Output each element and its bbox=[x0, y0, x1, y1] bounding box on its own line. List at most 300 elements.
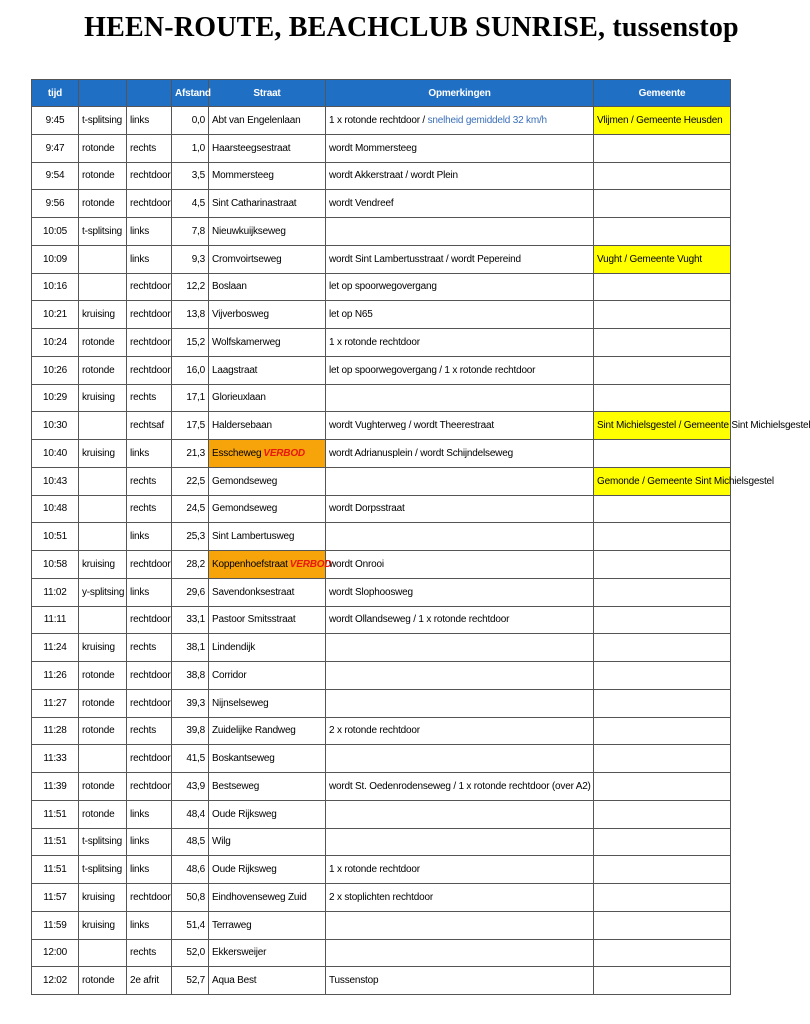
cell-straat bbox=[209, 939, 326, 967]
cell-gemeente: Vlijmen / Gemeente Heusden bbox=[594, 107, 731, 135]
cell-richting: links bbox=[127, 523, 172, 551]
cell-tijd: 10:48 bbox=[32, 495, 79, 523]
cell-opmerkingen bbox=[326, 773, 594, 801]
cell-afstand: 29,6 bbox=[172, 578, 209, 606]
cell-straat bbox=[209, 800, 326, 828]
cell-type: kruising bbox=[79, 440, 127, 468]
street-name: Glorieuxlaan bbox=[212, 392, 266, 404]
table-row bbox=[32, 689, 731, 717]
street-name: Nijnselseweg bbox=[212, 697, 269, 709]
cell-gemeente bbox=[594, 745, 731, 773]
cell-richting: links bbox=[127, 107, 172, 135]
cell-richting: rechtdoor bbox=[127, 773, 172, 801]
cell-richting: rechtdoor bbox=[127, 301, 172, 329]
cell-tijd: 10:51 bbox=[32, 523, 79, 551]
street-name: Esscheweg bbox=[212, 447, 262, 459]
cell-straat bbox=[209, 828, 326, 856]
street-name: Haldersebaan bbox=[212, 420, 272, 432]
cell-richting: links bbox=[127, 800, 172, 828]
cell-straat bbox=[209, 107, 326, 135]
cell-gemeente: Gemonde / Gemeente Sint Michielsgestel bbox=[594, 467, 731, 495]
cell-opmerkingen bbox=[326, 800, 594, 828]
cell-type bbox=[79, 467, 127, 495]
street-name: Aqua Best bbox=[212, 975, 257, 987]
cell-type: kruising bbox=[79, 911, 127, 939]
cell-tijd: 11:28 bbox=[32, 717, 79, 745]
cell-opmerkingen bbox=[326, 190, 594, 218]
table-row bbox=[32, 218, 731, 246]
header-richting bbox=[127, 80, 172, 107]
route-table-body bbox=[32, 107, 810, 995]
table-row bbox=[32, 800, 731, 828]
cell-gemeente bbox=[594, 800, 731, 828]
cell-opmerkingen bbox=[326, 495, 594, 523]
cell-richting: rechtdoor bbox=[127, 329, 172, 357]
cell-opmerkingen bbox=[326, 745, 594, 773]
cell-opmerkingen bbox=[326, 467, 594, 495]
cell-opmerkingen bbox=[326, 356, 594, 384]
cell-opmerkingen bbox=[326, 689, 594, 717]
cell-richting: links bbox=[127, 856, 172, 884]
cell-gemeente bbox=[594, 606, 731, 634]
cell-straat bbox=[209, 884, 326, 912]
cell-opmerkingen bbox=[326, 218, 594, 246]
cell-richting: rechtdoor bbox=[127, 689, 172, 717]
cell-afstand: 48,4 bbox=[172, 800, 209, 828]
cell-straat bbox=[209, 634, 326, 662]
cell-richting: rechtdoor bbox=[127, 356, 172, 384]
cell-gemeente bbox=[594, 134, 731, 162]
cell-afstand: 33,1 bbox=[172, 606, 209, 634]
street-name: Ekkersweijer bbox=[212, 947, 267, 959]
table-row bbox=[32, 967, 731, 995]
cell-afstand: 16,0 bbox=[172, 356, 209, 384]
street-name: Cromvoirtseweg bbox=[212, 253, 282, 265]
cell-straat bbox=[209, 773, 326, 801]
cell-type: rotonde bbox=[79, 134, 127, 162]
cell-tijd: 9:54 bbox=[32, 162, 79, 190]
street-name: Bestseweg bbox=[212, 780, 260, 792]
cell-straat bbox=[209, 662, 326, 690]
cell-straat bbox=[209, 967, 326, 995]
cell-gemeente bbox=[594, 273, 731, 301]
cell-afstand: 38,8 bbox=[172, 662, 209, 690]
cell-opmerkingen bbox=[326, 273, 594, 301]
cell-afstand: 43,9 bbox=[172, 773, 209, 801]
cell-gemeente: Vught / Gemeente Vught bbox=[594, 245, 731, 273]
street-name: Corridor bbox=[212, 669, 247, 681]
cell-type: kruising bbox=[79, 301, 127, 329]
remark-text: wordt Dorpsstraat bbox=[329, 503, 405, 515]
cell-richting: rechtdoor bbox=[127, 190, 172, 218]
cell-tijd: 9:45 bbox=[32, 107, 79, 135]
cell-type bbox=[79, 273, 127, 301]
street-name: Mommersteeg bbox=[212, 170, 274, 182]
header-tijd: tijd bbox=[32, 80, 79, 107]
street-name: Wilg bbox=[212, 836, 231, 848]
cell-gemeente bbox=[594, 856, 731, 884]
cell-afstand: 48,5 bbox=[172, 828, 209, 856]
cell-gemeente bbox=[594, 162, 731, 190]
cell-straat bbox=[209, 162, 326, 190]
cell-tijd: 11:51 bbox=[32, 828, 79, 856]
cell-afstand: 52,7 bbox=[172, 967, 209, 995]
cell-straat bbox=[209, 551, 332, 579]
cell-opmerkingen bbox=[326, 162, 594, 190]
cell-gemeente bbox=[594, 356, 731, 384]
cell-richting: rechts bbox=[127, 384, 172, 412]
cell-tijd: 10:58 bbox=[32, 551, 79, 579]
street-name: Sint Lambertusweg bbox=[212, 531, 295, 543]
verbod-label: VERBOD bbox=[289, 558, 332, 570]
street-name: Gemondseweg bbox=[212, 503, 278, 515]
street-name: Oude Rijksweg bbox=[212, 808, 277, 820]
cell-tijd: 11:39 bbox=[32, 773, 79, 801]
street-name: Lindendijk bbox=[212, 642, 256, 654]
cell-richting: links bbox=[127, 578, 172, 606]
cell-richting: rechts bbox=[127, 939, 172, 967]
cell-afstand: 17,1 bbox=[172, 384, 209, 412]
cell-type bbox=[79, 939, 127, 967]
cell-type bbox=[79, 523, 127, 551]
cell-richting: rechtdoor bbox=[127, 273, 172, 301]
street-name: Abt van Engelenlaan bbox=[212, 114, 301, 126]
cell-gemeente bbox=[594, 523, 731, 551]
cell-tijd: 11:51 bbox=[32, 856, 79, 884]
cell-type: rotonde bbox=[79, 190, 127, 218]
remark-text: 1 x rotonde rechtdoor bbox=[329, 864, 420, 876]
cell-richting: rechtdoor bbox=[127, 884, 172, 912]
cell-gemeente bbox=[594, 551, 731, 579]
cell-opmerkingen bbox=[326, 967, 594, 995]
street-name: Laagstraat bbox=[212, 364, 258, 376]
cell-gemeente bbox=[594, 440, 731, 468]
cell-type: rotonde bbox=[79, 329, 127, 357]
table-row bbox=[32, 884, 731, 912]
header-opmerkingen: Opmerkingen bbox=[326, 80, 594, 107]
table-row bbox=[32, 745, 731, 773]
remark-text: wordt Ollandseweg / 1 x rotonde rechtdoor bbox=[329, 614, 510, 626]
cell-richting: links bbox=[127, 245, 172, 273]
cell-richting: rechts bbox=[127, 134, 172, 162]
cell-type: t-splitsing bbox=[79, 218, 127, 246]
header-gemeente: Gemeente bbox=[594, 80, 731, 107]
table-row bbox=[32, 273, 731, 301]
cell-type bbox=[79, 412, 127, 440]
cell-opmerkingen bbox=[326, 717, 594, 745]
cell-afstand: 3,5 bbox=[172, 162, 209, 190]
cell-tijd: 11:02 bbox=[32, 578, 79, 606]
street-name: Savendonksestraat bbox=[212, 586, 295, 598]
cell-opmerkingen bbox=[326, 884, 594, 912]
cell-gemeente: Sint Michielsgestel / Gemeente Sint Michielsgestel bbox=[594, 412, 731, 440]
header-straat: Straat bbox=[209, 80, 326, 107]
cell-straat bbox=[209, 578, 326, 606]
cell-afstand: 48,6 bbox=[172, 856, 209, 884]
cell-straat bbox=[209, 467, 326, 495]
cell-gemeente bbox=[594, 329, 731, 357]
cell-opmerkingen bbox=[326, 412, 594, 440]
cell-straat bbox=[209, 245, 326, 273]
cell-richting: rechts bbox=[127, 467, 172, 495]
cell-richting: rechtdoor bbox=[127, 606, 172, 634]
cell-richting: links bbox=[127, 440, 172, 468]
remark-text: Tussenstop bbox=[329, 975, 379, 987]
street-name: Boslaan bbox=[212, 281, 247, 293]
table-row bbox=[32, 245, 731, 273]
cell-richting: links bbox=[127, 218, 172, 246]
cell-opmerkingen bbox=[326, 107, 594, 135]
table-row bbox=[32, 384, 731, 412]
cell-type: rotonde bbox=[79, 773, 127, 801]
cell-type: rotonde bbox=[79, 689, 127, 717]
cell-tijd: 10:24 bbox=[32, 329, 79, 357]
street-name: Oude Rijksweg bbox=[212, 864, 277, 876]
cell-afstand: 9,3 bbox=[172, 245, 209, 273]
cell-opmerkingen bbox=[326, 551, 594, 579]
cell-type: rotonde bbox=[79, 800, 127, 828]
cell-afstand: 13,8 bbox=[172, 301, 209, 329]
cell-tijd: 11:57 bbox=[32, 884, 79, 912]
table-row bbox=[32, 301, 731, 329]
table-header-row bbox=[32, 80, 731, 107]
cell-richting: rechts bbox=[127, 717, 172, 745]
cell-straat bbox=[209, 523, 326, 551]
cell-gemeente bbox=[594, 689, 731, 717]
table-row bbox=[32, 440, 731, 468]
cell-type: rotonde bbox=[79, 717, 127, 745]
table-row bbox=[32, 495, 731, 523]
cell-straat bbox=[209, 134, 326, 162]
document-title: HEEN-ROUTE, BEACHCLUB SUNRISE, tussenstop bbox=[84, 12, 739, 43]
cell-tijd: 12:02 bbox=[32, 967, 79, 995]
cell-gemeente bbox=[594, 717, 731, 745]
table-row bbox=[32, 717, 731, 745]
cell-opmerkingen bbox=[326, 939, 594, 967]
cell-type: rotonde bbox=[79, 356, 127, 384]
cell-richting: rechts bbox=[127, 495, 172, 523]
cell-opmerkingen bbox=[326, 828, 594, 856]
cell-straat bbox=[209, 606, 326, 634]
cell-opmerkingen bbox=[326, 634, 594, 662]
cell-afstand: 39,3 bbox=[172, 689, 209, 717]
cell-straat bbox=[209, 717, 326, 745]
cell-straat bbox=[209, 301, 326, 329]
cell-straat bbox=[209, 745, 326, 773]
table-row bbox=[32, 551, 731, 579]
cell-gemeente bbox=[594, 495, 731, 523]
header-type bbox=[79, 80, 127, 107]
cell-tijd: 9:56 bbox=[32, 190, 79, 218]
street-name: Wolfskamerweg bbox=[212, 336, 281, 348]
table-row bbox=[32, 662, 731, 690]
cell-tijd: 11:33 bbox=[32, 745, 79, 773]
remark-text: 2 x rotonde rechtdoor bbox=[329, 725, 420, 737]
cell-afstand: 52,0 bbox=[172, 939, 209, 967]
table-row bbox=[32, 107, 731, 135]
table-row bbox=[32, 939, 731, 967]
cell-straat bbox=[209, 412, 326, 440]
cell-straat bbox=[209, 856, 326, 884]
street-name: Boskantseweg bbox=[212, 753, 275, 765]
cell-tijd: 10:21 bbox=[32, 301, 79, 329]
cell-opmerkingen bbox=[326, 245, 594, 273]
cell-straat bbox=[209, 440, 326, 468]
remark-text: wordt Vughterweg / wordt Theerestraat bbox=[329, 420, 494, 432]
street-name: Nieuwkuijkseweg bbox=[212, 225, 286, 237]
remark-text: 1 x rotonde rechtdoor / bbox=[329, 114, 428, 126]
street-name: Pastoor Smitsstraat bbox=[212, 614, 296, 626]
cell-opmerkingen bbox=[326, 911, 594, 939]
cell-afstand: 7,8 bbox=[172, 218, 209, 246]
cell-afstand: 50,8 bbox=[172, 884, 209, 912]
cell-tijd: 10:30 bbox=[32, 412, 79, 440]
cell-tijd: 10:29 bbox=[32, 384, 79, 412]
table-row bbox=[32, 828, 731, 856]
cell-straat bbox=[209, 218, 326, 246]
cell-type: t-splitsing bbox=[79, 856, 127, 884]
cell-afstand: 1,0 bbox=[172, 134, 209, 162]
cell-tijd: 11:26 bbox=[32, 662, 79, 690]
cell-gemeente bbox=[594, 662, 731, 690]
cell-afstand: 0,0 bbox=[172, 107, 209, 135]
remark-text: wordt Slophoosweg bbox=[329, 586, 413, 598]
verbod-label: VERBOD bbox=[263, 447, 305, 459]
remark-text: let op spoorwegovergang / 1 x rotonde rechtdoor bbox=[329, 364, 536, 376]
table-row bbox=[32, 412, 731, 440]
street-name: Sint Catharinastraat bbox=[212, 198, 297, 210]
street-name: Zuidelijke Randweg bbox=[212, 725, 296, 737]
cell-tijd: 11:11 bbox=[32, 606, 79, 634]
cell-type: kruising bbox=[79, 551, 127, 579]
cell-straat bbox=[209, 495, 326, 523]
cell-afstand: 17,5 bbox=[172, 412, 209, 440]
cell-afstand: 24,5 bbox=[172, 495, 209, 523]
cell-type: kruising bbox=[79, 884, 127, 912]
cell-straat bbox=[209, 384, 326, 412]
cell-opmerkingen bbox=[326, 301, 594, 329]
cell-afstand: 21,3 bbox=[172, 440, 209, 468]
cell-afstand: 39,8 bbox=[172, 717, 209, 745]
cell-tijd: 10:09 bbox=[32, 245, 79, 273]
cell-opmerkingen bbox=[326, 523, 594, 551]
speed-note: snelheid gemiddeld 32 km/h bbox=[427, 114, 547, 126]
cell-richting: links bbox=[127, 911, 172, 939]
table-row bbox=[32, 162, 731, 190]
table-row bbox=[32, 356, 731, 384]
table-row bbox=[32, 329, 731, 357]
table-row bbox=[32, 606, 731, 634]
cell-richting: rechtdoor bbox=[127, 551, 172, 579]
cell-gemeente bbox=[594, 578, 731, 606]
cell-afstand: 28,2 bbox=[172, 551, 209, 579]
table-row bbox=[32, 190, 731, 218]
header-afstand: Afstand bbox=[172, 80, 209, 107]
cell-type: rotonde bbox=[79, 162, 127, 190]
cell-afstand: 15,2 bbox=[172, 329, 209, 357]
cell-afstand: 4,5 bbox=[172, 190, 209, 218]
cell-gemeente bbox=[594, 301, 731, 329]
cell-richting: links bbox=[127, 828, 172, 856]
cell-tijd: 11:27 bbox=[32, 689, 79, 717]
table-row bbox=[32, 634, 731, 662]
cell-tijd: 10:05 bbox=[32, 218, 79, 246]
street-name: Eindhovenseweg Zuid bbox=[212, 891, 307, 903]
remark-text: 1 x rotonde rechtdoor bbox=[329, 336, 420, 348]
street-name: Haarsteegsestraat bbox=[212, 142, 291, 154]
cell-type: t-splitsing bbox=[79, 107, 127, 135]
cell-opmerkingen bbox=[326, 578, 594, 606]
cell-opmerkingen bbox=[326, 440, 594, 468]
cell-richting: rechtsaf bbox=[127, 412, 172, 440]
cell-opmerkingen bbox=[326, 384, 594, 412]
remark-text: let op spoorwegovergang bbox=[329, 281, 437, 293]
remark-text: wordt Onrooi bbox=[329, 558, 384, 570]
cell-gemeente bbox=[594, 884, 731, 912]
cell-straat bbox=[209, 911, 326, 939]
cell-type bbox=[79, 495, 127, 523]
table-row bbox=[32, 523, 731, 551]
table-row bbox=[32, 856, 731, 884]
remark-text: wordt St. Oedenrodenseweg / 1 x rotonde rechtdoor (over A2) bbox=[329, 780, 591, 792]
cell-type bbox=[79, 745, 127, 773]
cell-gemeente bbox=[594, 911, 731, 939]
cell-tijd: 10:26 bbox=[32, 356, 79, 384]
street-name: Koppenhoefstraat bbox=[212, 558, 288, 570]
cell-type: rotonde bbox=[79, 967, 127, 995]
remark-text: let op N65 bbox=[329, 309, 373, 321]
cell-richting: rechtdoor bbox=[127, 745, 172, 773]
cell-straat bbox=[209, 689, 326, 717]
cell-straat bbox=[209, 356, 326, 384]
cell-afstand: 51,4 bbox=[172, 911, 209, 939]
cell-type: kruising bbox=[79, 384, 127, 412]
cell-tijd: 10:16 bbox=[32, 273, 79, 301]
cell-type bbox=[79, 606, 127, 634]
cell-tijd: 9:47 bbox=[32, 134, 79, 162]
cell-gemeente bbox=[594, 190, 731, 218]
cell-type: rotonde bbox=[79, 662, 127, 690]
table-row bbox=[32, 773, 731, 801]
cell-afstand: 25,3 bbox=[172, 523, 209, 551]
cell-gemeente bbox=[594, 634, 731, 662]
table-row bbox=[32, 467, 731, 495]
table-row bbox=[32, 134, 731, 162]
cell-type: kruising bbox=[79, 634, 127, 662]
remark-text: wordt Adrianusplein / wordt Schijndelseweg bbox=[329, 447, 513, 459]
cell-gemeente bbox=[594, 773, 731, 801]
cell-afstand: 41,5 bbox=[172, 745, 209, 773]
remark-text: wordt Mommersteeg bbox=[329, 142, 417, 154]
cell-tijd: 11:24 bbox=[32, 634, 79, 662]
cell-opmerkingen bbox=[326, 329, 594, 357]
remark-text: wordt Akkerstraat / wordt Plein bbox=[329, 170, 458, 182]
cell-tijd: 10:40 bbox=[32, 440, 79, 468]
cell-afstand: 38,1 bbox=[172, 634, 209, 662]
table-row bbox=[32, 911, 731, 939]
remark-text: wordt Vendreef bbox=[329, 198, 394, 210]
cell-gemeente bbox=[594, 384, 731, 412]
cell-richting: 2e afrit bbox=[127, 967, 172, 995]
cell-richting: rechtdoor bbox=[127, 162, 172, 190]
cell-straat bbox=[209, 190, 326, 218]
cell-type: y-splitsing bbox=[79, 578, 127, 606]
cell-gemeente bbox=[594, 939, 731, 967]
cell-tijd: 11:51 bbox=[32, 800, 79, 828]
cell-type bbox=[79, 245, 127, 273]
cell-tijd: 11:59 bbox=[32, 911, 79, 939]
cell-type: t-splitsing bbox=[79, 828, 127, 856]
